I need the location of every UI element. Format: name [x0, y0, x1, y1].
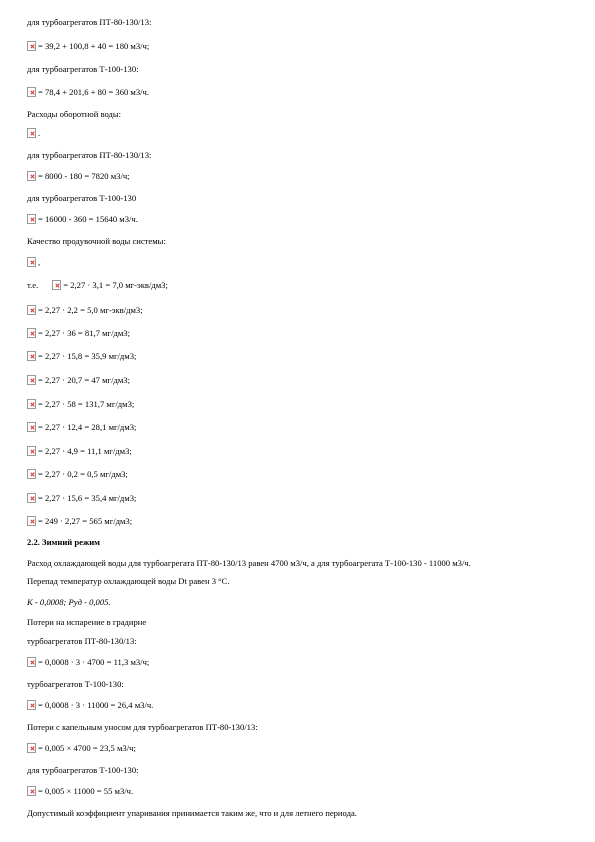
- text-line: Потери на испарение в градирне: [27, 617, 147, 627]
- formula-line: = 249 · 2,27 = 565 мг/дм3;: [27, 516, 132, 527]
- formula-line: = 2,27 · 15,8 = 35,9 мг/дм3;: [27, 351, 136, 362]
- formula-line: = 2,27 · 2,2 = 5,0 мг-экв/дм3;: [27, 305, 143, 316]
- formula-line: = 2,27 · 58 = 131,7 мг/дм3;: [27, 399, 134, 410]
- text-line: Перепад температур охлаждающей воды Dt равен 3 °С.: [27, 576, 230, 586]
- text-line: для турбоагрегатов ПТ-80-130/13:: [27, 150, 152, 160]
- broken-image-icon: [27, 171, 36, 181]
- broken-image-icon: [27, 446, 36, 456]
- text-line: Потери с капельным уносом для турбоагрегатов ПТ-80-130/13:: [27, 722, 258, 732]
- broken-image-icon: [27, 128, 36, 138]
- text-line: Допустимый коэффициент упаривания принимается таким же, что и для летнего периода.: [27, 808, 357, 818]
- formula-line: т.е. = 2,27 · 3,1 = 7,0 мг-экв/дм3;: [27, 280, 168, 290]
- broken-image-icon: [27, 41, 36, 51]
- text-line: K - 0,0008; Руд - 0,005.: [27, 597, 111, 607]
- formula-line: = 2,27 · 12,4 = 28,1 мг/дм3;: [27, 422, 136, 433]
- formula-line: = 2,27 · 0,2 = 0,5 мг/дм3;: [27, 469, 128, 480]
- broken-image-icon: [27, 351, 36, 361]
- broken-image-icon: [27, 516, 36, 526]
- broken-image-icon: [52, 280, 61, 290]
- broken-image-icon: [27, 305, 36, 315]
- broken-image-icon: [27, 469, 36, 479]
- formula-line: ,: [27, 257, 40, 268]
- formula-line: = 78,4 + 201,6 + 80 = 360 м3/ч.: [27, 87, 149, 98]
- broken-image-icon: [27, 743, 36, 753]
- formula-line: = 0,0008 · 3 · 11000 = 26,4 м3/ч.: [27, 700, 153, 711]
- text-line: турбоагрегатов Т-100-130:: [27, 679, 124, 689]
- broken-image-icon: [27, 214, 36, 224]
- broken-image-icon: [27, 375, 36, 385]
- formula-line: = 2,27 · 4,9 = 11,1 мг/дм3;: [27, 446, 132, 457]
- formula-line: = 0,005 × 4700 = 23,5 м3/ч;: [27, 743, 136, 754]
- broken-image-icon: [27, 328, 36, 338]
- broken-image-icon: [27, 422, 36, 432]
- broken-image-icon: [27, 700, 36, 710]
- formula-line: = 16000 - 360 = 15640 м3/ч.: [27, 214, 138, 225]
- formula-line: = 2,27 · 36 = 81,7 мг/дм3;: [27, 328, 130, 339]
- formula-line: = 2,27 · 20,7 = 47 мг/дм3;: [27, 375, 130, 386]
- broken-image-icon: [27, 87, 36, 97]
- broken-image-icon: [27, 786, 36, 796]
- formula-line: = 0,0008 · 3 · 4700 = 11,3 м3/ч;: [27, 657, 149, 668]
- text-line: для турбоагрегатов Т-100-130: [27, 193, 137, 203]
- formula-line: = 8000 - 180 = 7820 м3/ч;: [27, 171, 130, 182]
- formula-line: .: [27, 128, 40, 139]
- section-heading: 2.2. Зимний режим: [27, 537, 101, 547]
- formula-line: = 2,27 · 15,6 = 35,4 мг/дм3;: [27, 493, 136, 504]
- formula-line: = 39,2 + 100,8 + 40 = 180 м3/ч;: [27, 41, 149, 52]
- text-line: Расход охлаждающей воды для турбоагрегата ПТ-80-130/13 равен 4700 м3/ч, а для турбоагрегата Т-100-130 - 11000 м3/ч.: [27, 558, 471, 568]
- broken-image-icon: [27, 493, 36, 503]
- text-line: для турбоагрегатов Т-100-130:: [27, 765, 139, 775]
- formula-line: = 0,005 × 11000 = 55 м3/ч.: [27, 786, 133, 797]
- text-line: Расходы оборотной воды:: [27, 109, 122, 119]
- broken-image-icon: [27, 399, 36, 409]
- broken-image-icon: [27, 257, 36, 267]
- text-line: для турбоагрегатов Т-100-130:: [27, 64, 139, 74]
- text-line: турбоагрегатов ПТ-80-130/13:: [27, 636, 137, 646]
- text-line: Качество продувочной воды системы:: [27, 236, 166, 246]
- broken-image-icon: [27, 657, 36, 667]
- text-line: для турбоагрегатов ПТ-80-130/13:: [27, 17, 152, 27]
